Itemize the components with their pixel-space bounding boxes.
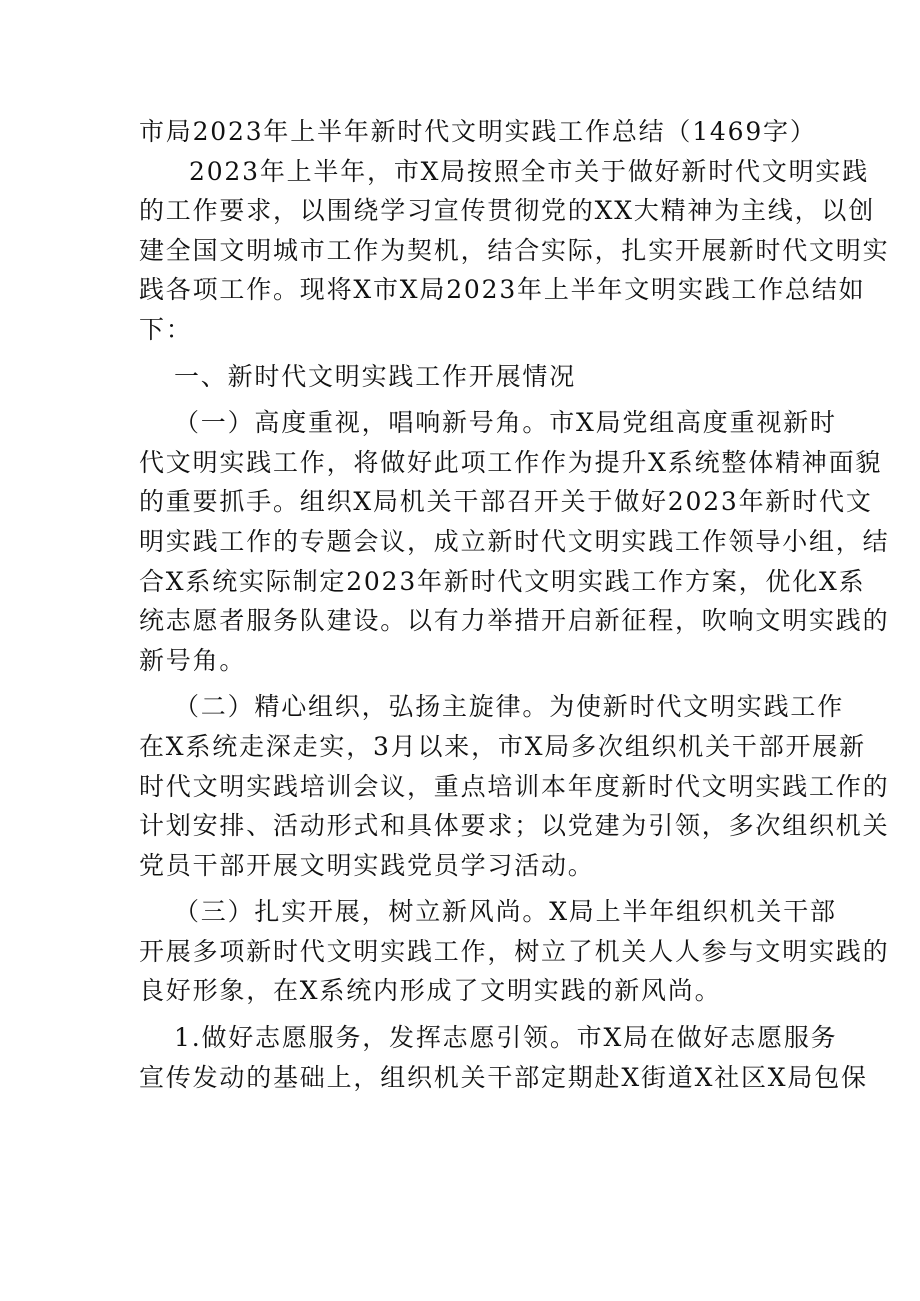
paragraph-line: 2023年上半年，市X局按照全市关于做好新时代文明实践 [189,156,870,186]
paragraph-line: 统志愿者服务队建设。以有力举措开启新征程，吹响文明实践的 [139,606,890,636]
paragraph-line: 合X系统实际制定2023年新时代文明实践工作方案，优化X系 [139,566,866,596]
paragraph-line: 时代文明实践培训会议，重点培训本年度新时代文明实践工作的 [139,771,890,801]
item1-paragraph [139,1018,868,1097]
paragraph-line: 党员干部开展文明实践党员学习活动。 [139,850,595,880]
paragraph-line: （三）扎实开展，树立新风尚。X局上半年组织机关干部 [174,897,837,927]
paragraph-line: （一）高度重视，唱响新号角。市X局党组高度重视新时 [174,408,837,438]
paragraph-line: 在X系统走深走实，3月以来，市X局多次组织机关干部开展新 [139,731,866,761]
paragraph-line: 开展多项新时代文明实践工作，树立了机关人人参与文明实践的 [139,936,890,966]
paragraph-line: 践各项工作。现将X市X局2023年上半年文明实践工作总结如 [139,275,866,305]
paragraph-line: 的重要抓手。组织X局机关干部召开关于做好2023年新时代文 [139,487,873,517]
paragraph-line: 1.做好志愿服务，发挥志愿引领。市X局在做好志愿服务 [174,1023,838,1053]
section3-paragraph [139,892,890,1011]
paragraph-line: （二）精心组织，弘扬主旋律。为使新时代文明实践工作 [174,692,845,722]
document-body [139,112,890,1097]
paragraph-line: 的工作要求，以围绕学习宣传贯彻党的XX大精神为主线，以创 [139,196,875,226]
paragraph-line: 代文明实践工作，将做好此项工作作为提升X系统整体精神面貌 [139,447,883,477]
paragraph-line: 明实践工作的专题会议，成立新时代文明实践工作领导小组，结 [139,526,890,556]
section2-paragraph [139,687,890,885]
paragraph-line: 新号角。 [139,645,247,675]
paragraph-line: 良好形象，在X系统内形成了文明实践的新风尚。 [139,976,722,1006]
section1-paragraph [139,403,890,680]
section-heading: 一、新时代文明实践工作开展情况 [174,361,577,391]
paragraph-line: 建全国文明城市工作为契机，结合实际，扎实开展新时代文明实 [139,235,890,265]
intro-paragraph [139,152,890,350]
document-title: 市局2023年上半年新时代文明实践工作总结（1469字） [139,117,817,146]
paragraph-line: 下： [139,314,193,344]
paragraph-line: 计划安排、活动形式和具体要求；以党建为引领，多次组织机关 [139,811,890,841]
paragraph-line: 宣传发动的基础上，组织机关干部定期赴X街道X社区X局包保 [139,1062,868,1092]
